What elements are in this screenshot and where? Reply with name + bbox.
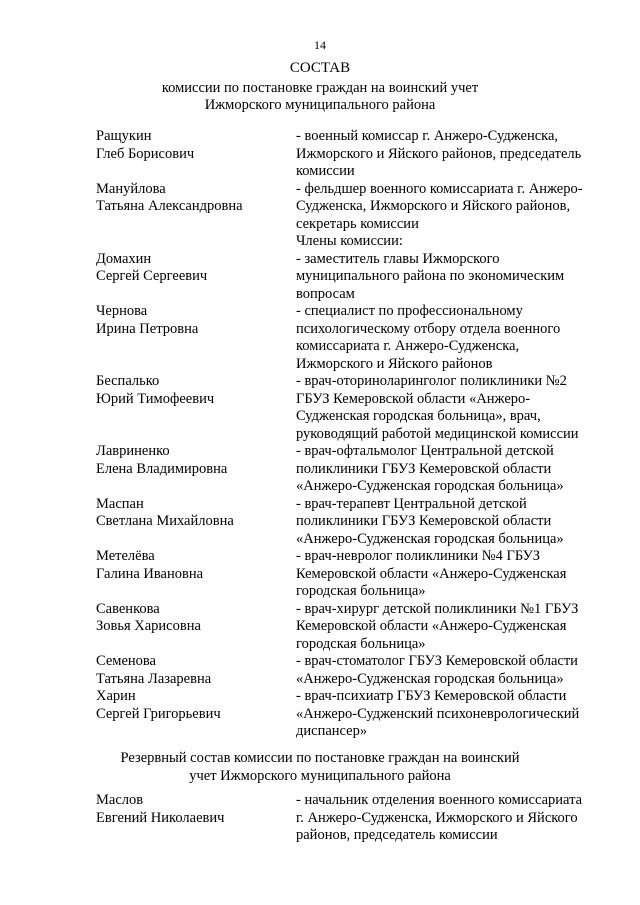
member-entry-line	[96, 251, 616, 269]
member-name	[96, 583, 296, 601]
member-name	[96, 356, 296, 374]
member-name: Сергей Сергеевич	[96, 268, 208, 284]
member-name	[96, 426, 296, 444]
member-entry-line	[96, 373, 616, 391]
member-entry-line	[96, 321, 616, 339]
document-title: СОСТАВ	[289, 60, 351, 76]
member-entry-line	[96, 513, 616, 531]
member-entry-line	[96, 810, 616, 828]
page-number: 14	[314, 38, 326, 52]
member-position: - начальник отделения военного комиссариата	[296, 792, 583, 808]
member-name	[96, 636, 296, 654]
member-name: Метелёва	[96, 548, 155, 564]
member-name: Семенова	[96, 653, 156, 669]
member-position: поликлиники ГБУЗ Кемеровской области	[296, 513, 552, 529]
member-entry-line	[96, 688, 616, 706]
member-name	[96, 827, 296, 845]
member-name	[96, 216, 296, 234]
member-name: Беспалько	[96, 373, 160, 389]
member-position: руководящий работой медицинской комиссии	[296, 425, 579, 442]
member-position: поликлиники ГБУЗ Кемеровской области	[296, 460, 552, 477]
member-name: Харин	[96, 688, 136, 704]
chair-and-secretary	[96, 128, 616, 233]
member-position: «Анжеро-Судженская городская больница»	[296, 670, 564, 687]
member-entry-line	[96, 827, 616, 845]
member-name	[96, 478, 296, 496]
member-position: - врач-стоматолог ГБУЗ Кемеровской области	[296, 653, 578, 669]
member-entry-line	[96, 146, 616, 164]
member-position: Ижморского и Яйского районов	[296, 355, 493, 372]
member-name: Зовья Харисовна	[96, 618, 201, 634]
member-name: Домахин	[96, 250, 152, 267]
member-entry-line	[96, 198, 616, 216]
member-entry-line	[96, 706, 616, 724]
member-entry-line	[96, 461, 616, 479]
member-entry-line	[96, 268, 616, 286]
member-position: психологическому отбору отдела военного	[296, 320, 561, 337]
member-name	[96, 531, 296, 549]
member-position: - врач-оториноларинголог поликлиники №2	[296, 373, 567, 389]
member-name: Юрий Тимофеевич	[96, 390, 215, 407]
member-position: вопросам	[296, 285, 355, 302]
member-entry-line	[96, 548, 616, 566]
member-name: Сергей Григорьевич	[96, 705, 221, 722]
member-position: «Анжеро-Судженский психоневрологический	[296, 705, 580, 722]
member-entry-line	[96, 181, 616, 199]
member-position: Судженская городская больница», врач,	[296, 408, 541, 424]
member-entry-line	[96, 478, 616, 496]
member-entry-line	[96, 636, 616, 654]
reserve-members-list	[96, 792, 616, 845]
member-position: - врач-терапевт Центральной детской	[296, 495, 527, 512]
member-name	[96, 163, 296, 181]
member-name: Евгений Николаевич	[96, 809, 225, 826]
member-position: городская больница»	[296, 635, 426, 652]
member-name	[96, 338, 296, 356]
member-entry-line	[96, 583, 616, 601]
member-position: Кемеровской области «Анжеро-Судженская	[296, 618, 567, 634]
member-name: Ращукин	[96, 128, 152, 144]
member-entry-line	[96, 496, 616, 514]
member-name: Савенкова	[96, 600, 160, 617]
member-entry-line	[96, 163, 616, 181]
member-entry-line	[96, 391, 616, 409]
member-position: - врач-невролог поликлиники №4 ГБУЗ	[296, 548, 540, 564]
reserve-title: Резервный состав комиссии по постановке граждан на воинский учет Ижморского муниципального района	[120, 750, 520, 784]
member-entry-line	[96, 356, 616, 374]
member-position: Кемеровской области «Анжеро-Судженская	[296, 565, 567, 582]
member-name: Татьяна Александровна	[96, 198, 243, 214]
member-entry-line	[96, 338, 616, 356]
member-position: муниципального района по экономическим	[296, 268, 565, 284]
member-entry-line	[96, 426, 616, 444]
member-entry-line	[96, 601, 616, 619]
members-list	[96, 128, 616, 741]
member-name: Елена Владимировна	[96, 460, 228, 477]
member-entry-line	[96, 303, 616, 321]
member-position: - военный комиссар г. Анжеро-Судженска,	[296, 128, 559, 144]
member-name: Глеб Борисович	[96, 145, 195, 162]
member-entry-line	[96, 216, 616, 234]
member-entry-line	[96, 443, 616, 461]
member-position: «Анжеро-Судженская городская больница»	[296, 478, 564, 494]
member-entry-line	[96, 618, 616, 636]
member-position: - фельдшер военного комиссариата г. Анжеро-	[296, 180, 583, 197]
member-name: Татьяна Лазаревна	[96, 670, 212, 687]
commission-members	[96, 251, 616, 741]
member-name: Мануйлова	[96, 180, 166, 197]
member-name: Чернова	[96, 303, 148, 319]
member-name: Маспан	[96, 495, 144, 512]
member-name	[96, 286, 296, 304]
member-position: г. Анжеро-Судженска, Ижморского и Яйского	[296, 809, 578, 826]
member-position: - заместитель главы Ижморского	[296, 250, 500, 267]
member-position: ГБУЗ Кемеровской области «Анжеро-	[296, 390, 531, 407]
member-name: Ирина Петровна	[96, 320, 199, 337]
member-position: Судженска, Ижморского и Яйского районов,	[296, 198, 571, 214]
member-entry-line	[96, 128, 616, 146]
member-name: Галина Ивановна	[96, 565, 204, 582]
member-position: районов, председатель комиссии	[296, 827, 498, 843]
member-position: - специалист по профессиональному	[296, 303, 523, 319]
member-position: диспансер»	[296, 723, 368, 739]
member-name	[96, 408, 296, 426]
member-entry-line	[96, 531, 616, 549]
member-position: городская больница»	[296, 583, 426, 599]
member-name: Светлана Михайловна	[96, 513, 234, 529]
member-entry-line	[96, 723, 616, 741]
member-position: комиссии	[296, 163, 355, 179]
member-name: Лавриненко	[96, 443, 170, 459]
member-position: комиссариата г. Анжеро-Судженска,	[296, 338, 520, 354]
member-position: - врач-офтальмолог Центральной детской	[296, 443, 554, 459]
member-position: «Анжеро-Судженская городская больница»	[296, 530, 564, 547]
member-position: секретарь комиссии	[296, 215, 419, 232]
member-entry-line	[96, 408, 616, 426]
document-subtitle: комиссии по постановке граждан на воинский учет Ижморского муниципального района	[161, 80, 479, 113]
member-entry-line	[96, 286, 616, 304]
member-entry-line	[96, 671, 616, 689]
member-position: - врач-хирург детской поликлиники №1 ГБУЗ	[296, 600, 579, 617]
member-position: Ижморского и Яйского районов, председатель	[296, 145, 582, 162]
member-entry-line	[96, 566, 616, 584]
member-name: Маслов	[96, 792, 144, 808]
members-label: Члены комиссии:	[296, 233, 403, 249]
member-position: - врач-психиатр ГБУЗ Кемеровской области	[296, 688, 567, 704]
member-entry-line	[96, 653, 616, 671]
member-name	[96, 723, 296, 741]
member-entry-line	[96, 792, 616, 810]
